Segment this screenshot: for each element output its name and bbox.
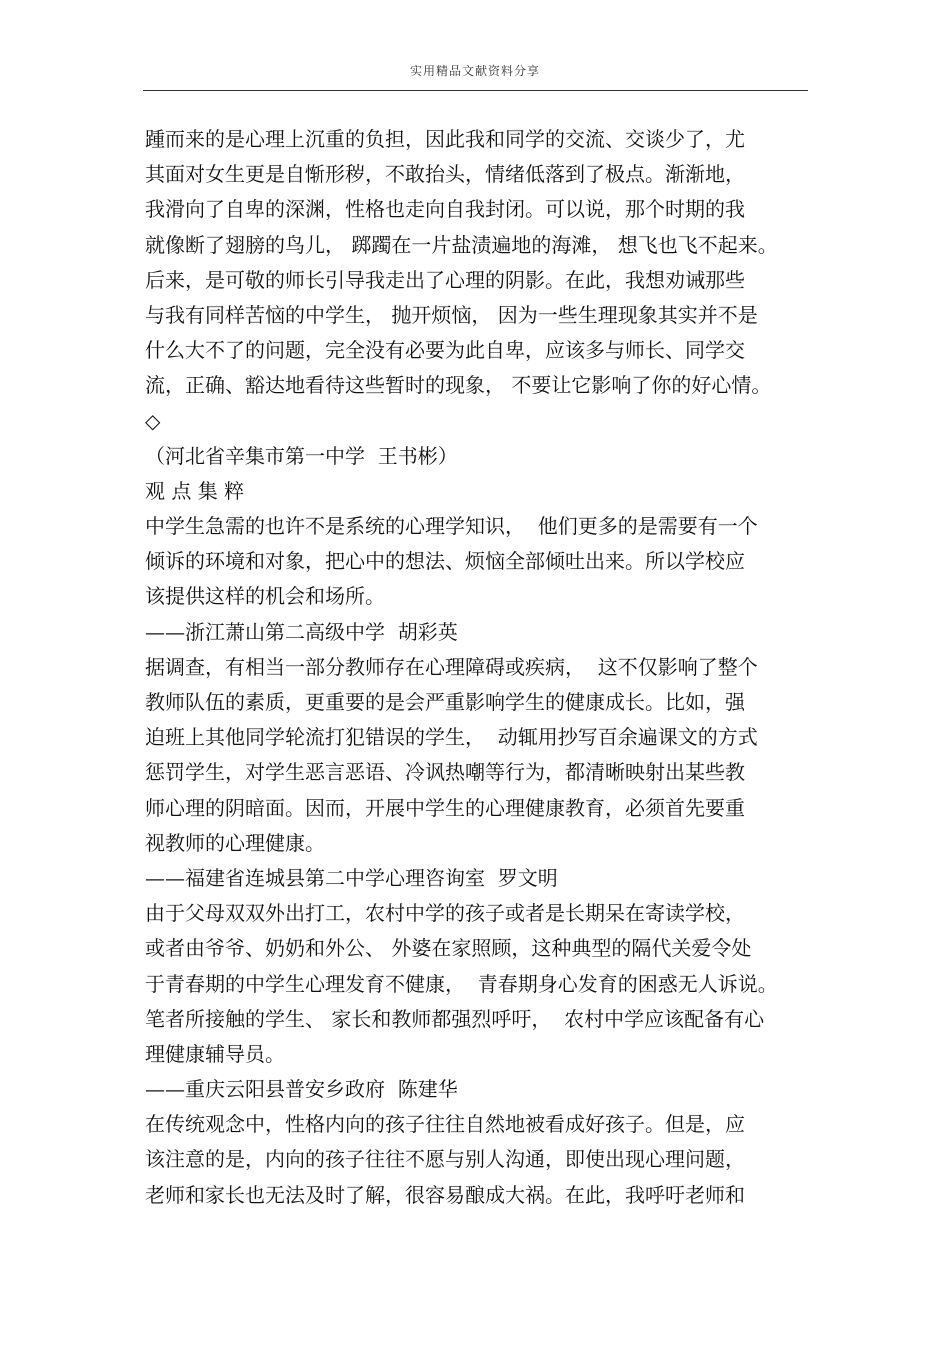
text-line: 据调查，有相当一部分教师存在心理障碍或疾病， 这不仅影响了整个 [145, 654, 758, 679]
text-line: 迫班上其他同学轮流打犯错误的学生， 动辄用抄写百余遍课文的方式 [145, 725, 758, 750]
article-body [145, 122, 815, 1213]
page-header: 实用精品文献资料分享 [409, 64, 540, 78]
text-line: 笔者所接触的学生、 家长和教师都强烈呼吁， 农村中学应该配备有心 [145, 1006, 765, 1031]
text-line: 该提供这样的机会和场所。 [145, 584, 385, 609]
text-line: 教师队伍的素质，更重要的是会严重影响学生的健康成长。比如，强 [145, 690, 745, 714]
author-attribution: ——浙江萧山第二高级中学 胡彩英 [145, 619, 458, 644]
diamond-symbol: ◇ [145, 408, 161, 433]
author-attribution: ——重庆云阳县普安乡政府 陈建华 [145, 1077, 458, 1102]
text-line: 流，正确、豁达地看待这些暂时的现象， 不要让它影响了你的好心情。 [145, 373, 772, 398]
text-line: 其面对女生更是自惭形秽，不敢抬头，情绪低落到了极点。渐渐地， [145, 162, 745, 187]
text-line: 该注意的是，内向的孩子往往不愿与别人沟通，即使出现心理问题， [145, 1147, 745, 1172]
text-line: 什么大不了的问题，完全没有必要为此自卑，应该多与师长、同学交 [145, 338, 745, 363]
text-line: 师心理的阴暗面。因而，开展中学生的心理健康教育，必须首先要重 [145, 795, 745, 820]
text-line: 在传统观念中，性格内向的孩子往往自然地被看成好孩子。但是，应 [145, 1112, 745, 1137]
text-line: 我滑向了自卑的深渊，性格也走向自我封闭。可以说，那个时期的我 [145, 197, 745, 222]
section-heading: 观 点 集 粹 [145, 478, 245, 503]
text-line: 或者由爷爷、奶奶和外公、 外婆在家照顾，这种典型的隔代关爱令处 [145, 936, 752, 961]
text-line: 惩罚学生，对学生恶言恶语、冷讽热嘲等行为，都清晰映射出某些教 [145, 760, 745, 785]
text-line: 老师和家长也无法及时了解，很容易酿成大祸。在此，我呼吁老师和 [145, 1182, 745, 1207]
text-line: 倾诉的环境和对象，把心中的想法、烦恼全部倾吐出来。所以学校应 [145, 549, 745, 574]
text-line: 踵而来的是心理上沉重的负担，因此我和同学的交流、交谈少了，尤 [145, 127, 745, 151]
text-line: 理健康辅导员。 [145, 1041, 285, 1066]
text-line: 后来，是可敬的师长引导我走出了心理的阴影。在此，我想劝诫那些 [145, 267, 745, 292]
author-attribution: （河北省辛集市第一中学 王书彬） [145, 443, 458, 468]
text-line: 视教师的心理健康。 [145, 830, 325, 855]
text-line: 与我有同样苦恼的中学生， 抛开烦恼， 因为一些生理现象其实并不是 [145, 302, 758, 327]
text-line: 中学生急需的也许不是系统的心理学知识， 他们更多的是需要有一个 [145, 514, 758, 539]
text-line: 就像断了翅膀的鸟儿， 踯躅在一片盐渍遍地的海滩， 想飞也飞不起来。 [145, 232, 778, 257]
header-divider [143, 90, 808, 91]
text-line: 由于父母双双外出打工，农村中学的孩子或者是长期呆在寄读学校， [145, 901, 745, 926]
text-line: 于青春期的中学生心理发育不健康， 青春期身心发育的困惑无人诉说。 [145, 971, 778, 996]
author-attribution: ——福建省连城县第二中学心理咨询室 罗文明 [145, 865, 558, 890]
